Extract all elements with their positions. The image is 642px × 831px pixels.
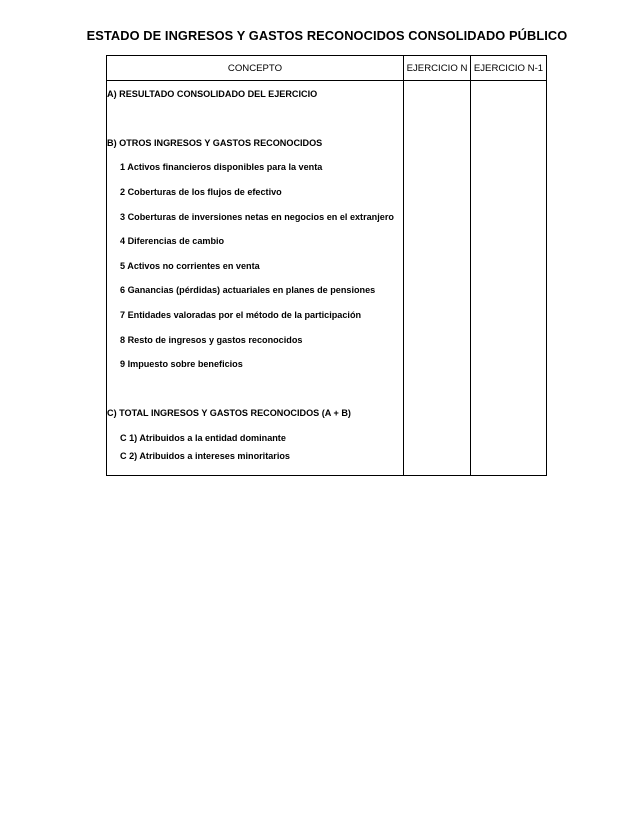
- value-ejercicio-n-1: [471, 180, 547, 205]
- table-header-row: [107, 56, 547, 81]
- value-ejercicio-n-1: [471, 155, 547, 180]
- value-ejercicio-n-1: [471, 327, 547, 352]
- row-label: 8 Resto de ingresos y gastos reconocidos: [107, 327, 404, 352]
- value-ejercicio-n: [404, 81, 471, 107]
- value-ejercicio-n: [404, 352, 471, 377]
- row-label: C) TOTAL INGRESOS Y GASTOS RECONOCIDOS (A + B): [107, 401, 404, 426]
- value-ejercicio-n-1: [471, 254, 547, 279]
- value-ejercicio-n: [404, 426, 471, 451]
- header-ejercicio-n: EJERCICIO N: [404, 56, 471, 81]
- row-label: 7 Entidades valoradas por el método de la participación: [107, 303, 404, 328]
- table-row: [107, 81, 547, 107]
- header-ejercicio-n-1: EJERCICIO N-1: [471, 56, 547, 81]
- value-ejercicio-n: [404, 327, 471, 352]
- table-row: [107, 401, 547, 426]
- value-ejercicio-n-1: [471, 278, 547, 303]
- table-row: [107, 278, 547, 303]
- row-label: 2 Coberturas de los flujos de efectivo: [107, 180, 404, 205]
- table-row: [107, 204, 547, 229]
- table-row: [107, 426, 547, 451]
- spacer-row: [107, 377, 547, 402]
- table-row: [107, 352, 547, 377]
- value-ejercicio-n: [404, 180, 471, 205]
- spacer-row: [107, 106, 547, 131]
- value-ejercicio-n: [404, 204, 471, 229]
- row-label: B) OTROS INGRESOS Y GASTOS RECONOCIDOS: [107, 131, 404, 156]
- row-label: C 2) Atribuidos a intereses minoritarios: [107, 450, 404, 476]
- value-ejercicio-n-1: [471, 450, 547, 476]
- value-ejercicio-n: [404, 278, 471, 303]
- page-title: ESTADO DE INGRESOS Y GASTOS RECONOCIDOS CONSOLIDADO PÚBLICO: [86, 28, 568, 43]
- value-ejercicio-n: [404, 401, 471, 426]
- table-row: [107, 155, 547, 180]
- value-ejercicio-n: [404, 303, 471, 328]
- value-ejercicio-n: [404, 254, 471, 279]
- value-ejercicio-n: [404, 450, 471, 476]
- table-row: [107, 303, 547, 328]
- value-ejercicio-n-1: [471, 81, 547, 107]
- value-ejercicio-n-1: [471, 426, 547, 451]
- row-label: A) RESULTADO CONSOLIDADO DEL EJERCICIO: [107, 81, 404, 107]
- value-ejercicio-n-1: [471, 204, 547, 229]
- value-ejercicio-n: [404, 229, 471, 254]
- value-ejercicio-n-1: [471, 401, 547, 426]
- value-ejercicio-n: [404, 155, 471, 180]
- table-row: [107, 131, 547, 156]
- value-ejercicio-n-1: [471, 352, 547, 377]
- value-ejercicio-n: [404, 131, 471, 156]
- row-label: 4 Diferencias de cambio: [107, 229, 404, 254]
- row-label: 5 Activos no corrientes en venta: [107, 254, 404, 279]
- row-label: 9 Impuesto sobre beneficios: [107, 352, 404, 377]
- statement-table: [106, 55, 547, 476]
- row-label: 3 Coberturas de inversiones netas en negocios en el extranjero: [107, 204, 404, 229]
- table-row: [107, 254, 547, 279]
- value-ejercicio-n-1: [471, 229, 547, 254]
- row-label: 6 Ganancias (pérdidas) actuariales en planes de pensiones: [107, 278, 404, 303]
- table-row: [107, 450, 547, 476]
- table-row: [107, 327, 547, 352]
- table-row: [107, 180, 547, 205]
- table-row: [107, 229, 547, 254]
- header-concepto: CONCEPTO: [107, 56, 404, 81]
- row-label: 1 Activos financieros disponibles para la venta: [107, 155, 404, 180]
- value-ejercicio-n-1: [471, 131, 547, 156]
- value-ejercicio-n-1: [471, 303, 547, 328]
- row-label: C 1) Atribuidos a la entidad dominante: [107, 426, 404, 451]
